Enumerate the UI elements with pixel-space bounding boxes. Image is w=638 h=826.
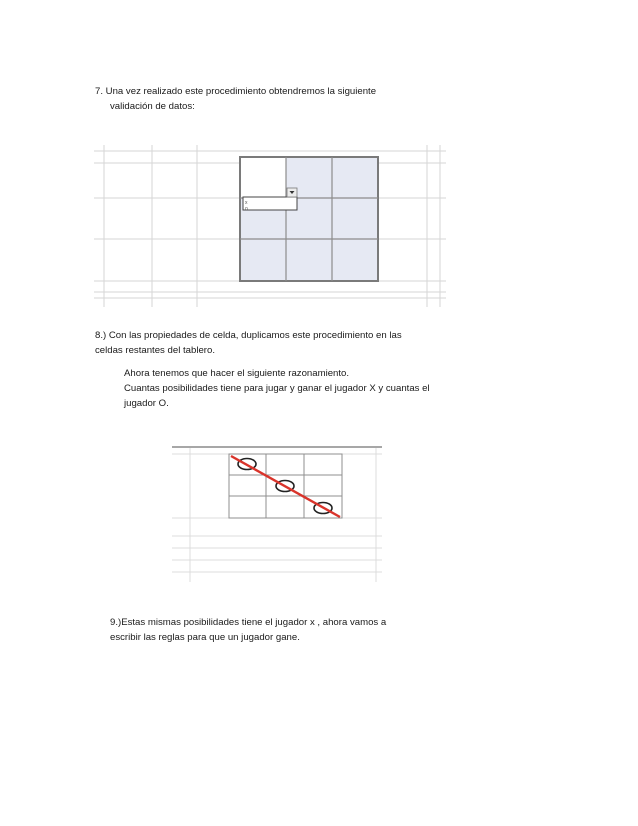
diagonal-drawing <box>172 440 382 582</box>
section-7-line-1: 7. Una vez realizado este procedimiento obtendremos la siguiente <box>95 86 377 97</box>
section-8-indent-3: jugador O. <box>124 398 169 409</box>
spreadsheet-drawing <box>94 145 446 307</box>
svg-text:o: o <box>245 206 248 212</box>
section-8-indent-2: Cuantas posibilidades tiene para jugar y ganar el jugador X y cuantas el <box>124 383 430 394</box>
figure-spreadsheet-validation <box>94 145 446 307</box>
section-8-indent-1: Ahora tenemos que hacer el siguiente razonamiento. <box>124 368 350 379</box>
section-9-line-1: 9.)Estas mismas posibilidades tiene el jugador x , ahora vamos a <box>110 617 387 628</box>
tic-tac-toe-board <box>240 157 378 281</box>
svg-text:x: x <box>245 200 248 206</box>
section-9-line-2: escribir las reglas para que un jugador gane. <box>110 632 300 643</box>
section-7-line-2: validación de datos: <box>110 101 195 112</box>
figure-diagonal-win <box>172 440 382 582</box>
section-8-line-2: celdas restantes del tablero. <box>95 345 215 356</box>
winning-diagonal-line <box>231 456 340 517</box>
section-8-line-1: 8.) Con las propiedades de celda, duplicamos este procedimiento en las <box>95 330 402 341</box>
